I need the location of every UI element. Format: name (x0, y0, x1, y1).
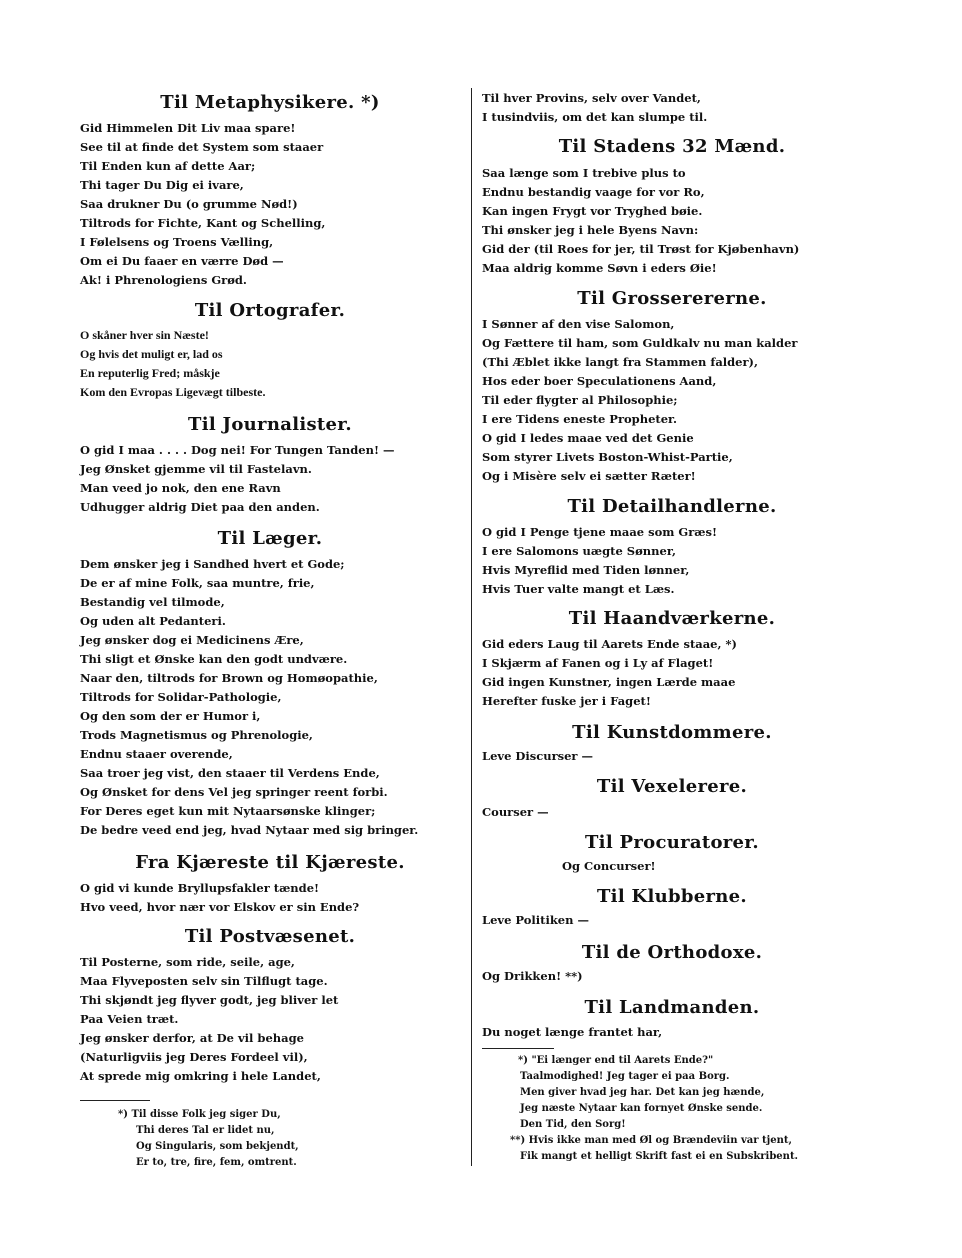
footnote-line: *) "Ei længer end til Aarets Ende?" (518, 1055, 714, 1066)
verse-line: Thi tager Du Dig ei ivare, (80, 178, 244, 192)
verse-line: Saa længe som I trebive plus to (482, 166, 686, 180)
footnote-line: Fik mangt et helligt Skrift fast ei en Subskribent. (520, 1151, 799, 1162)
verse-line: Tiltrods for Solidar-Pathologie, (80, 690, 282, 704)
footnote-line: Taalmodighed! Jeg tager ei paa Borg. (520, 1071, 730, 1082)
verse-line: Og Fættere til ham, som Guldkalv nu man kalder (482, 336, 798, 350)
verse-line: Endnu staaer overende, (80, 747, 233, 761)
verse-line: Som styrer Livets Boston-Whist-Partie, (482, 450, 733, 464)
verse-line: Trods Magnetismus og Phrenologie, (80, 728, 313, 742)
verse-line: De bedre veed end jeg, hvad Nytaar med sig bringer. (80, 823, 419, 837)
verse-line: Og den som der er Humor i, (80, 709, 261, 723)
verse-line: Thi ønsker jeg i hele Byens Navn: (482, 223, 699, 237)
verse-line: De er af mine Folk, saa muntre, frie, (80, 576, 315, 590)
verse-line: I Sønner af den vise Salomon, (482, 317, 675, 331)
verse-line: Til eder flygter al Philosophie; (482, 393, 678, 407)
verse-line: Dem ønsker jeg i Sandhed hvert et Gode; (80, 557, 345, 571)
verse-line: Man veed jo nok, den ene Ravn (80, 481, 281, 495)
verse-line: Courser — (482, 805, 549, 819)
verse-line: Hos eder boer Speculationens Aand, (482, 374, 717, 388)
verse-line: Saa drukner Du (o grumme Nød!) (80, 197, 298, 211)
heading-detailhandlerne: Til Detailhandlerne. (567, 496, 777, 517)
footnote-line: Jeg næste Nytaar kan fornyet Ønske sende. (520, 1103, 763, 1114)
verse-line: See til at finde det System som staaer (80, 140, 324, 154)
verse-line: Gid ingen Kunstner, ingen Lærde maae (482, 675, 736, 689)
verse-line: Tiltrods for Fichte, Kant og Schelling, (80, 216, 326, 230)
verse-line: Til Posterne, som ride, seile, age, (80, 955, 295, 969)
verse-line: Ak! i Phrenologiens Grød. (80, 273, 247, 287)
verse-line: Maa aldrig komme Søvn i eders Øie! (482, 261, 717, 275)
verse-line: Og i Misère selv ei sætter Ræter! (482, 469, 696, 483)
footnote-line: Men giver hvad jeg har. Det kan jeg hænde, (520, 1087, 765, 1098)
verse-line: Gid der (til Roes for jer, til Trøst for Kjøbenhavn) (482, 242, 800, 256)
verse-line: Leve Discurser — (482, 749, 593, 763)
verse-line: Du noget længe frantet har, (482, 1025, 663, 1039)
verse-line: For Deres eget kun mit Nytaarsønske klinger; (80, 804, 376, 818)
heading-haandvaerkerne: Til Haandværkerne. (568, 608, 776, 629)
verse-line: At sprede mig omkring i hele Landet, (80, 1069, 321, 1083)
verse-line: Saa troer jeg vist, den staaer til Verdens Ende, (80, 766, 380, 780)
verse-line: Til hver Provins, selv over Vandet, (482, 91, 701, 105)
verse-line: Maa Flyveposten selv sin Tilflugt tage. (80, 974, 328, 988)
verse-line: O skåner hver sin Næste! (80, 328, 209, 342)
heading-klubberne: Til Klubberne. (596, 886, 748, 907)
verse-line: Jeg ønsker dog ei Medicinens Ære, (80, 633, 304, 647)
verse-line: (Naturligviis jeg Deres Fordeel vil), (80, 1050, 308, 1064)
heading-metaphysikere: Til Metaphysikere. *) (160, 92, 380, 113)
verse-line: Og uden alt Pedanteri. (80, 614, 226, 628)
verse-line: Thi sligt et Ønske kan den godt undvære. (80, 652, 348, 666)
footnote-line: Thi deres Tal er lidet nu, (136, 1125, 275, 1136)
verse-line: I tusindviis, om det kan slumpe til. (482, 110, 708, 124)
verse-line: Hvis Tuer valte mangt et Læs. (482, 582, 675, 596)
verse-line: I Følelsens og Troens Vælling, (80, 235, 274, 249)
heading-vexelerere: Til Vexelerere. (596, 776, 748, 797)
footnote-line: *) Til disse Folk jeg siger Du, (118, 1109, 281, 1120)
verse-line: I ere Tidens eneste Propheter. (482, 412, 678, 426)
verse-line: Og hvis det muligt er, lad os (80, 347, 223, 361)
verse-line: Thi skjøndt jeg flyver godt, jeg bliver let (80, 993, 339, 1007)
verse-line: En reputerlig Fred; måskje (80, 366, 220, 380)
verse-line: Leve Politiken — (482, 913, 589, 927)
verse-line: Kan ingen Frygt vor Tryghed bøie. (482, 204, 703, 218)
verse-line: Paa Veien træt. (80, 1012, 179, 1026)
footnote-rule (80, 1100, 150, 1101)
heading-kunstdommere: Til Kunstdommere. (572, 722, 772, 743)
verse-line: Herefter fuske jer i Faget! (482, 694, 651, 708)
footnote-line: Er to, tre, fire, fem, omtrent. (136, 1157, 297, 1168)
verse-line: Naar den, tiltrods for Brown og Homøopathie, (80, 671, 378, 685)
verse-line: I Skjærm af Fanen og i Ly af Flaget! (482, 656, 714, 670)
verse-line: Udhugger aldrig Diet paa den anden. (80, 500, 320, 514)
verse-line: Jeg ønsker derfor, at De vil behage (80, 1031, 304, 1045)
verse-line: O gid I Penge tjene maae som Græs! (482, 525, 718, 539)
verse-line: Til Enden kun af dette Aar; (80, 159, 256, 173)
heading-postvaesenet: Til Postvæsenet. (184, 926, 356, 947)
verse-line: Endnu bestandig vaage for vor Ro, (482, 185, 705, 199)
heading-laeger: Til Læger. (217, 528, 323, 549)
heading-stadens-32-maend: Til Stadens 32 Mænd. (558, 136, 786, 157)
heading-kjaereste: Fra Kjæreste til Kjæreste. (135, 852, 405, 873)
verse-line: Jeg Ønsket gjemme vil til Fastelavn. (80, 462, 312, 476)
heading-ortografer: Til Ortografer. (194, 300, 346, 321)
verse-line: Bestandig vel tilmode, (80, 595, 225, 609)
heading-grosserererne: Til Grosserererne. (577, 288, 767, 309)
footnote-line: **) Hvis ikke man med Øl og Brændeviin var tjent, (510, 1135, 792, 1146)
verse-line: Og Ønsket for dens Vel jeg springer reent forbi. (80, 785, 388, 799)
column-divider (471, 88, 472, 1166)
verse-line: Om ei Du faaer en værre Død — (80, 254, 284, 268)
verse-line: O gid I ledes maae ved det Genie (482, 431, 694, 445)
verse-line: (Thi Æblet ikke langt fra Stammen falder), (482, 355, 759, 369)
verse-line: Og Concurser! (562, 859, 656, 873)
verse-line: Og Drikken! **) (482, 969, 583, 983)
heading-procuratorer: Til Procuratorer. (584, 832, 759, 853)
verse-line: O gid I maa . . . . Dog nei! For Tungen Tanden! — (80, 443, 395, 457)
heading-journalister: Til Journalister. (188, 414, 352, 435)
footnote-line: Den Tid, den Sorg! (520, 1119, 626, 1130)
verse-line: Hvis Myreflid med Tiden lønner, (482, 563, 690, 577)
footnote-rule (482, 1048, 554, 1049)
heading-orthodoxe: Til de Orthodoxe. (581, 942, 763, 963)
verse-line: Kom den Evropas Ligevægt tilbeste. (80, 385, 266, 399)
verse-line: Hvo veed, hvor nær vor Elskov er sin Ende? (80, 900, 360, 914)
verse-line: O gid vi kunde Bryllupsfakler tænde! (80, 881, 320, 895)
footnote-line: Og Singularis, som bekjendt, (136, 1141, 299, 1152)
verse-line: Gid Himmelen Dit Liv maa spare! (80, 121, 296, 135)
heading-landmanden: Til Landmanden. (584, 997, 760, 1018)
verse-line: I ere Salomons uægte Sønner, (482, 544, 677, 558)
verse-line: Gid eders Laug til Aarets Ende staae, *) (482, 637, 737, 651)
